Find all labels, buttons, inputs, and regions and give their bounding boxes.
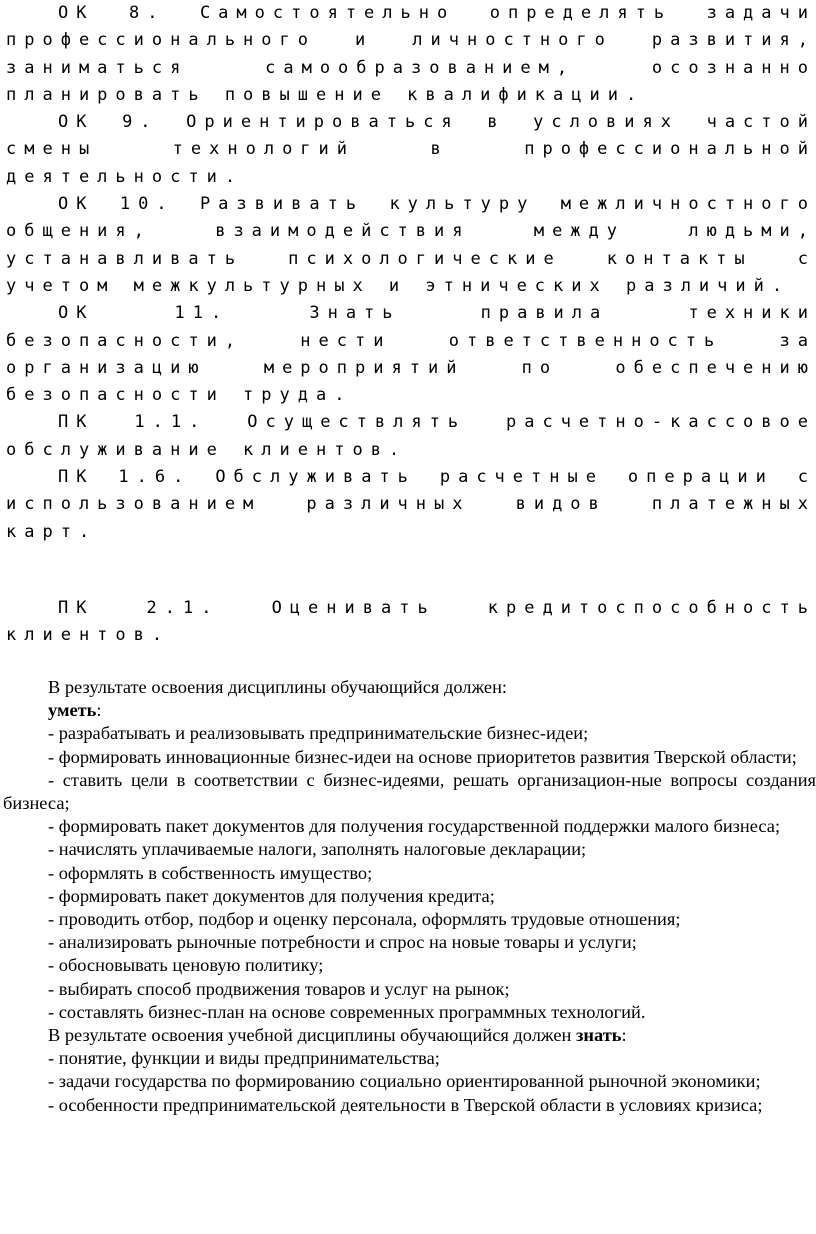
list-item: - формировать инновационные бизнес-идеи на основе приоритетов развития Тверской области; (48, 746, 797, 767)
competency-pk16: ПК 1.6. Обслуживать расчетные операции с использованием различных видов платежных карт. (6, 467, 816, 542)
competency-ok10: ОК 10. Развивать культуру межличностного общения, взаимодействия между людьми, устанавливать психологические контакты с учетом межкультурных и этнических различий. (6, 194, 816, 296)
list-item: - обосновывать ценовую политику; (48, 955, 324, 976)
knowledge-intro (3, 1024, 816, 1047)
skills-heading-suffix: : (96, 700, 102, 721)
competency-pk21: ПК 2.1. Оценивать кредитоспособность клиентов. (6, 598, 816, 646)
skills-heading (3, 699, 816, 722)
results-intro: В результате освоения дисциплины обучающийся должен: (48, 677, 508, 697)
knowledge-intro-text: В результате освоения учебной дисциплины обучающийся должен (48, 1025, 576, 1046)
list-item: - разрабатывать и реализовывать предпринимательские бизнес-идеи; (48, 723, 589, 744)
list-item: - особенности предпринимательской деятельности в Тверской области в условиях кризиса; (48, 1094, 763, 1115)
list-item: - начислять уплачиваемые налоги, заполнять налоговые декларации; (48, 839, 587, 860)
list-item: - формировать пакет документов для получения государственной поддержки малого бизнеса; (48, 816, 781, 837)
competency-ok8: ОК 8. Самостоятельно определять задачи профессионального и личностного развития, заниматься самообразованием, осознанно планировать повышение квалификации. (6, 3, 816, 105)
list-item: - выбирать способ продвижения товаров и услуг на рынок; (48, 978, 510, 999)
list-item: - проводить отбор, подбор и оценку персонала, оформлять трудовые отношения; (48, 909, 681, 930)
competency-list-credit (0, 595, 816, 650)
learning-results (0, 676, 816, 1117)
competency-ok11: ОК 11. Знать правила техники безопасности, нести ответственность за организацию мероприятий по обеспечению безопасности труда. (6, 303, 816, 406)
knowledge-heading-suffix: : (621, 1025, 627, 1046)
list-item: - анализировать рыночные потребности и спрос на новые товары и услуги; (48, 932, 637, 953)
list-item: - понятие, функции и виды предпринимательства; (48, 1048, 440, 1069)
list-item: - оформлять в собственность имущество; (48, 862, 373, 883)
list-item: - ставить цели в соответствии с бизнес-идеями, решать организацион-ные вопросы создания бизнеса; (3, 769, 816, 814)
competency-ok9: ОК 9. Ориентироваться в условиях частой смены технологий в профессиональной деятельности. (6, 112, 816, 187)
competency-pk11: ПК 1.1. Осуществлять расчетно-кассовое обслуживание клиентов. (6, 412, 816, 460)
list-item: - задачи государства по формированию социально ориентированной рыночной экономики; (48, 1071, 761, 1092)
competency-list-general (0, 0, 816, 546)
list-item: - формировать пакет документов для получения кредита; (48, 885, 495, 906)
skills-list (3, 722, 816, 1024)
knowledge-list (3, 1047, 816, 1117)
skills-heading-word: уметь (48, 700, 97, 721)
knowledge-heading-word: знать (575, 1025, 622, 1046)
list-item: - составлять бизнес-план на основе современных программных технологий. (48, 1001, 646, 1022)
